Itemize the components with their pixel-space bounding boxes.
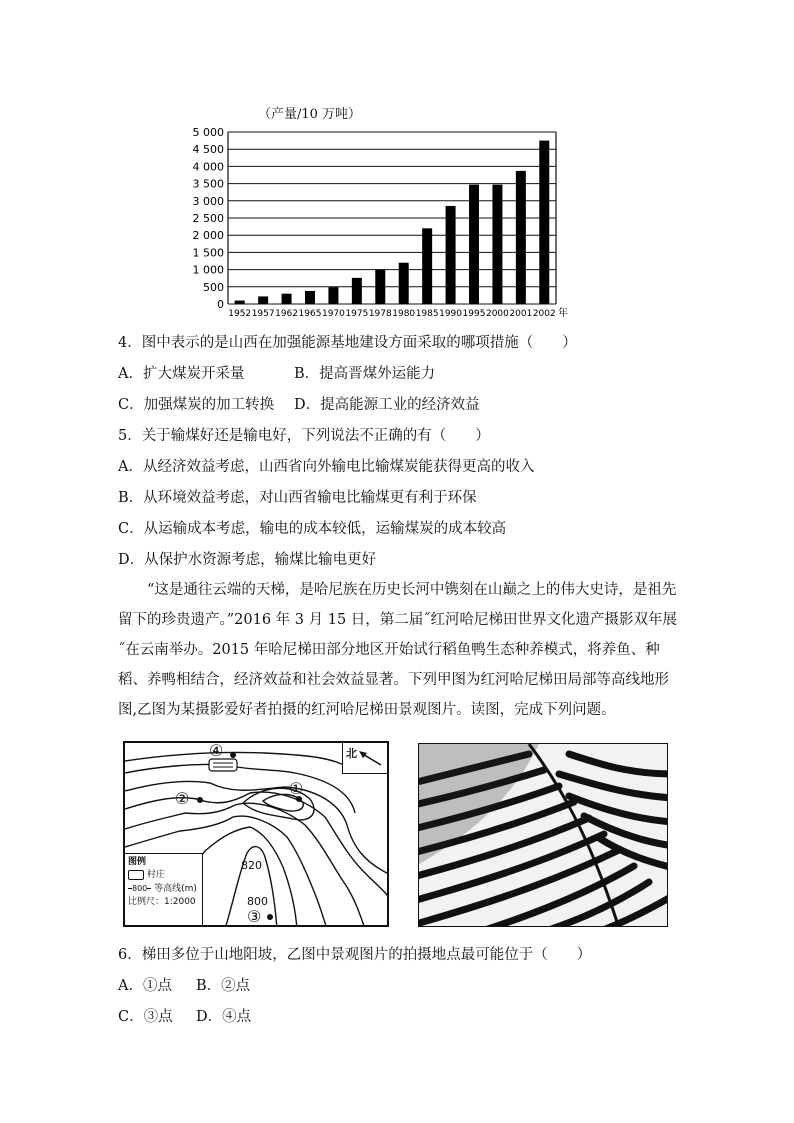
bar: [328, 287, 338, 304]
legend-scale: 比例尺：1:2000: [128, 897, 196, 907]
reading-passage: “这是通往云端的天梯，是哈尼族在历史长河中镌刻在山巅之上的伟大史诗，是祖先留下的珍贵遗产。”2016 年 3 月 15 日，第二届˝红河哈尼梯田世界文化遗产摄影双年展˝在云南举办。2015 年哈尼梯田部分地区开始试行稻鱼鸭生态种养模式，将养鱼、种稻、养鸭相结合，经济效益和社会效益显著。下列甲图为红河哈尼梯田局部等高线地形图,乙图为某摄影爱好者拍摄的红河哈尼梯田景观图片。读图，完成下列问题。: [118, 582, 678, 718]
legend-contour-text: 等高线(m): [154, 884, 197, 894]
q5-option-c: C．从运输成本考虑，输电的成本较低，运输煤炭的成本较高: [118, 521, 507, 537]
x-tick-label: 2002: [532, 309, 556, 319]
x-tick-label: 1980: [392, 309, 416, 319]
x-tick-label: 2001: [509, 309, 533, 319]
coal-production-bar-chart: [190, 122, 580, 322]
chart-y-axis-label: （产量/10 万吨）: [258, 107, 362, 122]
y-tick-label: 4 000: [192, 160, 224, 174]
q5-option-a: A．从经济效益考虑，山西省向外输电比输煤炭能获得更高的收入: [118, 459, 535, 475]
bar: [258, 296, 268, 304]
x-tick-label: 1957: [251, 309, 275, 319]
point-3-label: ③: [247, 907, 262, 926]
question-5-stem: 5．关于输煤好还是输电好，下列说法不正确的有（ ）: [118, 428, 490, 444]
bar: [235, 301, 245, 304]
x-tick-label: 1995: [462, 309, 486, 319]
village-icon: [128, 870, 144, 880]
bar: [469, 185, 479, 304]
q6-option-c: C．③点: [118, 1009, 173, 1025]
question-4-stem: 4．图中表示的是山西在加强能源基地建设方面采取的哪项措施（ ）: [118, 335, 577, 351]
contour-label-820: 820: [241, 859, 262, 872]
x-tick-label: 1970: [321, 309, 345, 319]
bar: [446, 206, 456, 304]
question-4-options-cd: [118, 395, 480, 415]
y-tick-label: 5 000: [192, 126, 224, 139]
y-tick-label: 500: [203, 280, 224, 294]
legend-village-row: [128, 869, 199, 882]
bar: [539, 141, 549, 304]
bar: [282, 294, 292, 304]
question-6-options-ab: [118, 976, 250, 996]
north-arrow-icon: [357, 749, 385, 769]
point-1-label: ①: [289, 779, 304, 798]
q5-option-b: B．从环境效益考虑，对山西省输电比输煤更有利于环保: [118, 490, 477, 506]
bar: [422, 228, 432, 304]
x-tick-label: 1965: [298, 309, 322, 319]
x-axis-unit: 年: [558, 308, 568, 319]
y-tick-label: 3 500: [192, 177, 224, 191]
y-tick-label: 3 000: [192, 194, 224, 208]
terrace-photo-image: [419, 744, 668, 927]
terrace-photo: [418, 743, 668, 927]
contour-map: [123, 741, 389, 927]
bar: [492, 185, 502, 304]
q4-option-a: A．扩大煤炭开采量: [118, 366, 245, 382]
y-tick-label: 2 500: [192, 212, 224, 225]
y-tick-label: 1 500: [192, 246, 224, 260]
legend-village-text: 村庄: [146, 870, 165, 880]
q4-option-d: D．提高能源工业的经济效益: [294, 397, 480, 413]
q4-option-b: B．提高晋煤外运能力: [294, 366, 436, 382]
legend-contour-value: 800: [132, 884, 148, 893]
x-tick-label: 1962: [275, 309, 299, 319]
y-tick-label: 2 000: [192, 229, 224, 243]
bar: [352, 278, 362, 304]
q6-option-b: B．②点: [196, 978, 251, 994]
question-6-stem: 6．梯田多位于山地阳坡，乙图中景观图片的拍摄地点最可能位于（ ）: [118, 947, 592, 963]
y-tick-label: 0: [217, 298, 224, 311]
x-tick-label: 1990: [439, 309, 463, 319]
q6-option-a: A．①点: [118, 978, 172, 994]
bar: [516, 171, 526, 304]
x-tick-label: 1952: [228, 309, 252, 319]
bar: [399, 263, 409, 304]
y-tick-label: 1 000: [192, 263, 224, 277]
legend-title: 图例: [128, 857, 147, 867]
x-tick-label: 1975: [345, 309, 369, 319]
contour-label-800: 800: [247, 895, 268, 908]
x-tick-label: 1985: [415, 309, 439, 319]
y-tick-label: 4 500: [192, 143, 224, 157]
question-6-options-cd: [118, 1007, 251, 1027]
q4-option-c: C．加强煤炭的加工转换: [118, 397, 275, 413]
question-4-options-ab: [118, 364, 435, 384]
point-4-label: ④: [209, 741, 224, 760]
bar: [305, 291, 315, 304]
x-tick-label: 2000: [485, 309, 509, 319]
north-label: 北: [346, 747, 357, 760]
x-tick-label: 1978: [368, 309, 392, 319]
point-2-label: ②: [175, 789, 190, 808]
north-arrow-box: [342, 743, 387, 774]
legend-contour-row: [128, 882, 199, 896]
q6-option-d: D．④点: [196, 1009, 252, 1025]
q5-option-d: D．从保护水资源考虑，输煤比输电更好: [118, 552, 377, 568]
map-legend: [125, 853, 203, 925]
bar: [375, 270, 385, 304]
